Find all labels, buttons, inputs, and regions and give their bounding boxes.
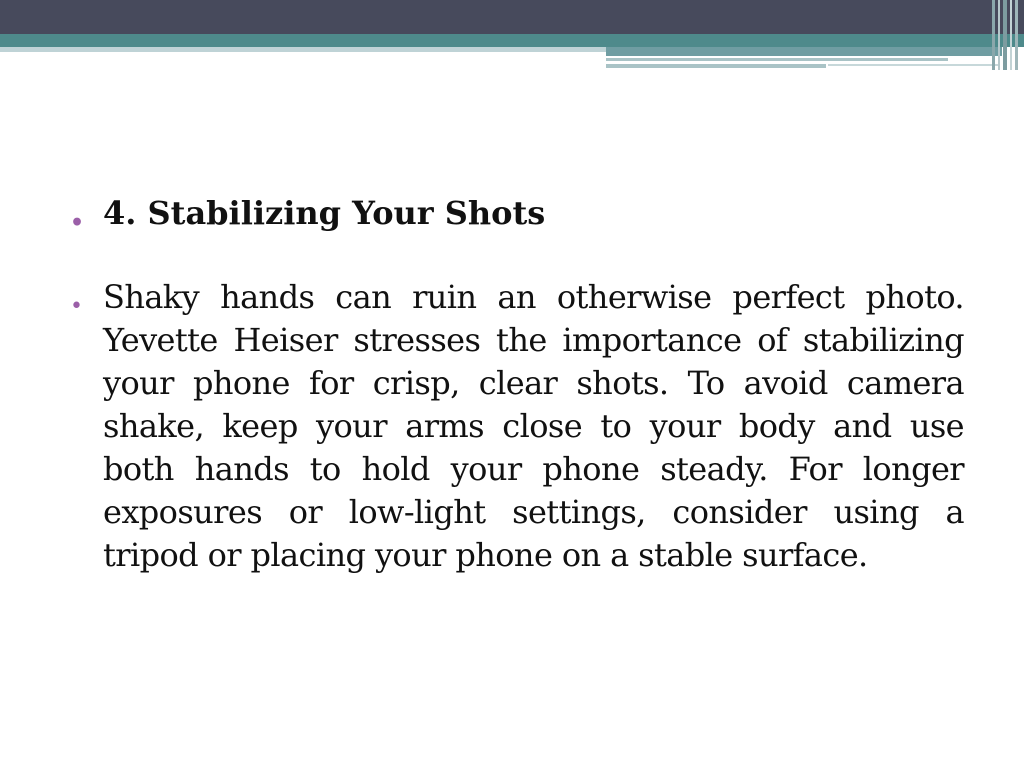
slide-body-text: Shaky hands can ruin an otherwise perfect photo. Yevette Heiser stresses the importance of stabilizing your phone for crisp, clear shots. To avoid camera shake, keep your arms close to your body and use both hands to hold your phone steady. For longer exposures or low-light settings, consider using a tripod or placing your phone on a stable surface. bbox=[103, 278, 964, 574]
bullet-marker: • bbox=[70, 210, 85, 236]
slide-body-item bbox=[70, 276, 964, 577]
header-accent-line bbox=[606, 58, 948, 61]
header-band-dark bbox=[0, 0, 1024, 34]
header-accent-line bbox=[828, 64, 1000, 66]
header-band-teal bbox=[0, 34, 1024, 47]
slide-heading-item bbox=[70, 190, 964, 236]
bullet-marker: • bbox=[70, 294, 83, 319]
header-vertical-bars bbox=[990, 0, 1024, 70]
slide-heading: 4. Stabilizing Your Shots bbox=[103, 194, 546, 232]
header-accent-line bbox=[606, 64, 826, 68]
slide-content bbox=[70, 190, 964, 577]
header-accent-strip bbox=[606, 47, 1002, 56]
header-band-light bbox=[0, 47, 608, 52]
